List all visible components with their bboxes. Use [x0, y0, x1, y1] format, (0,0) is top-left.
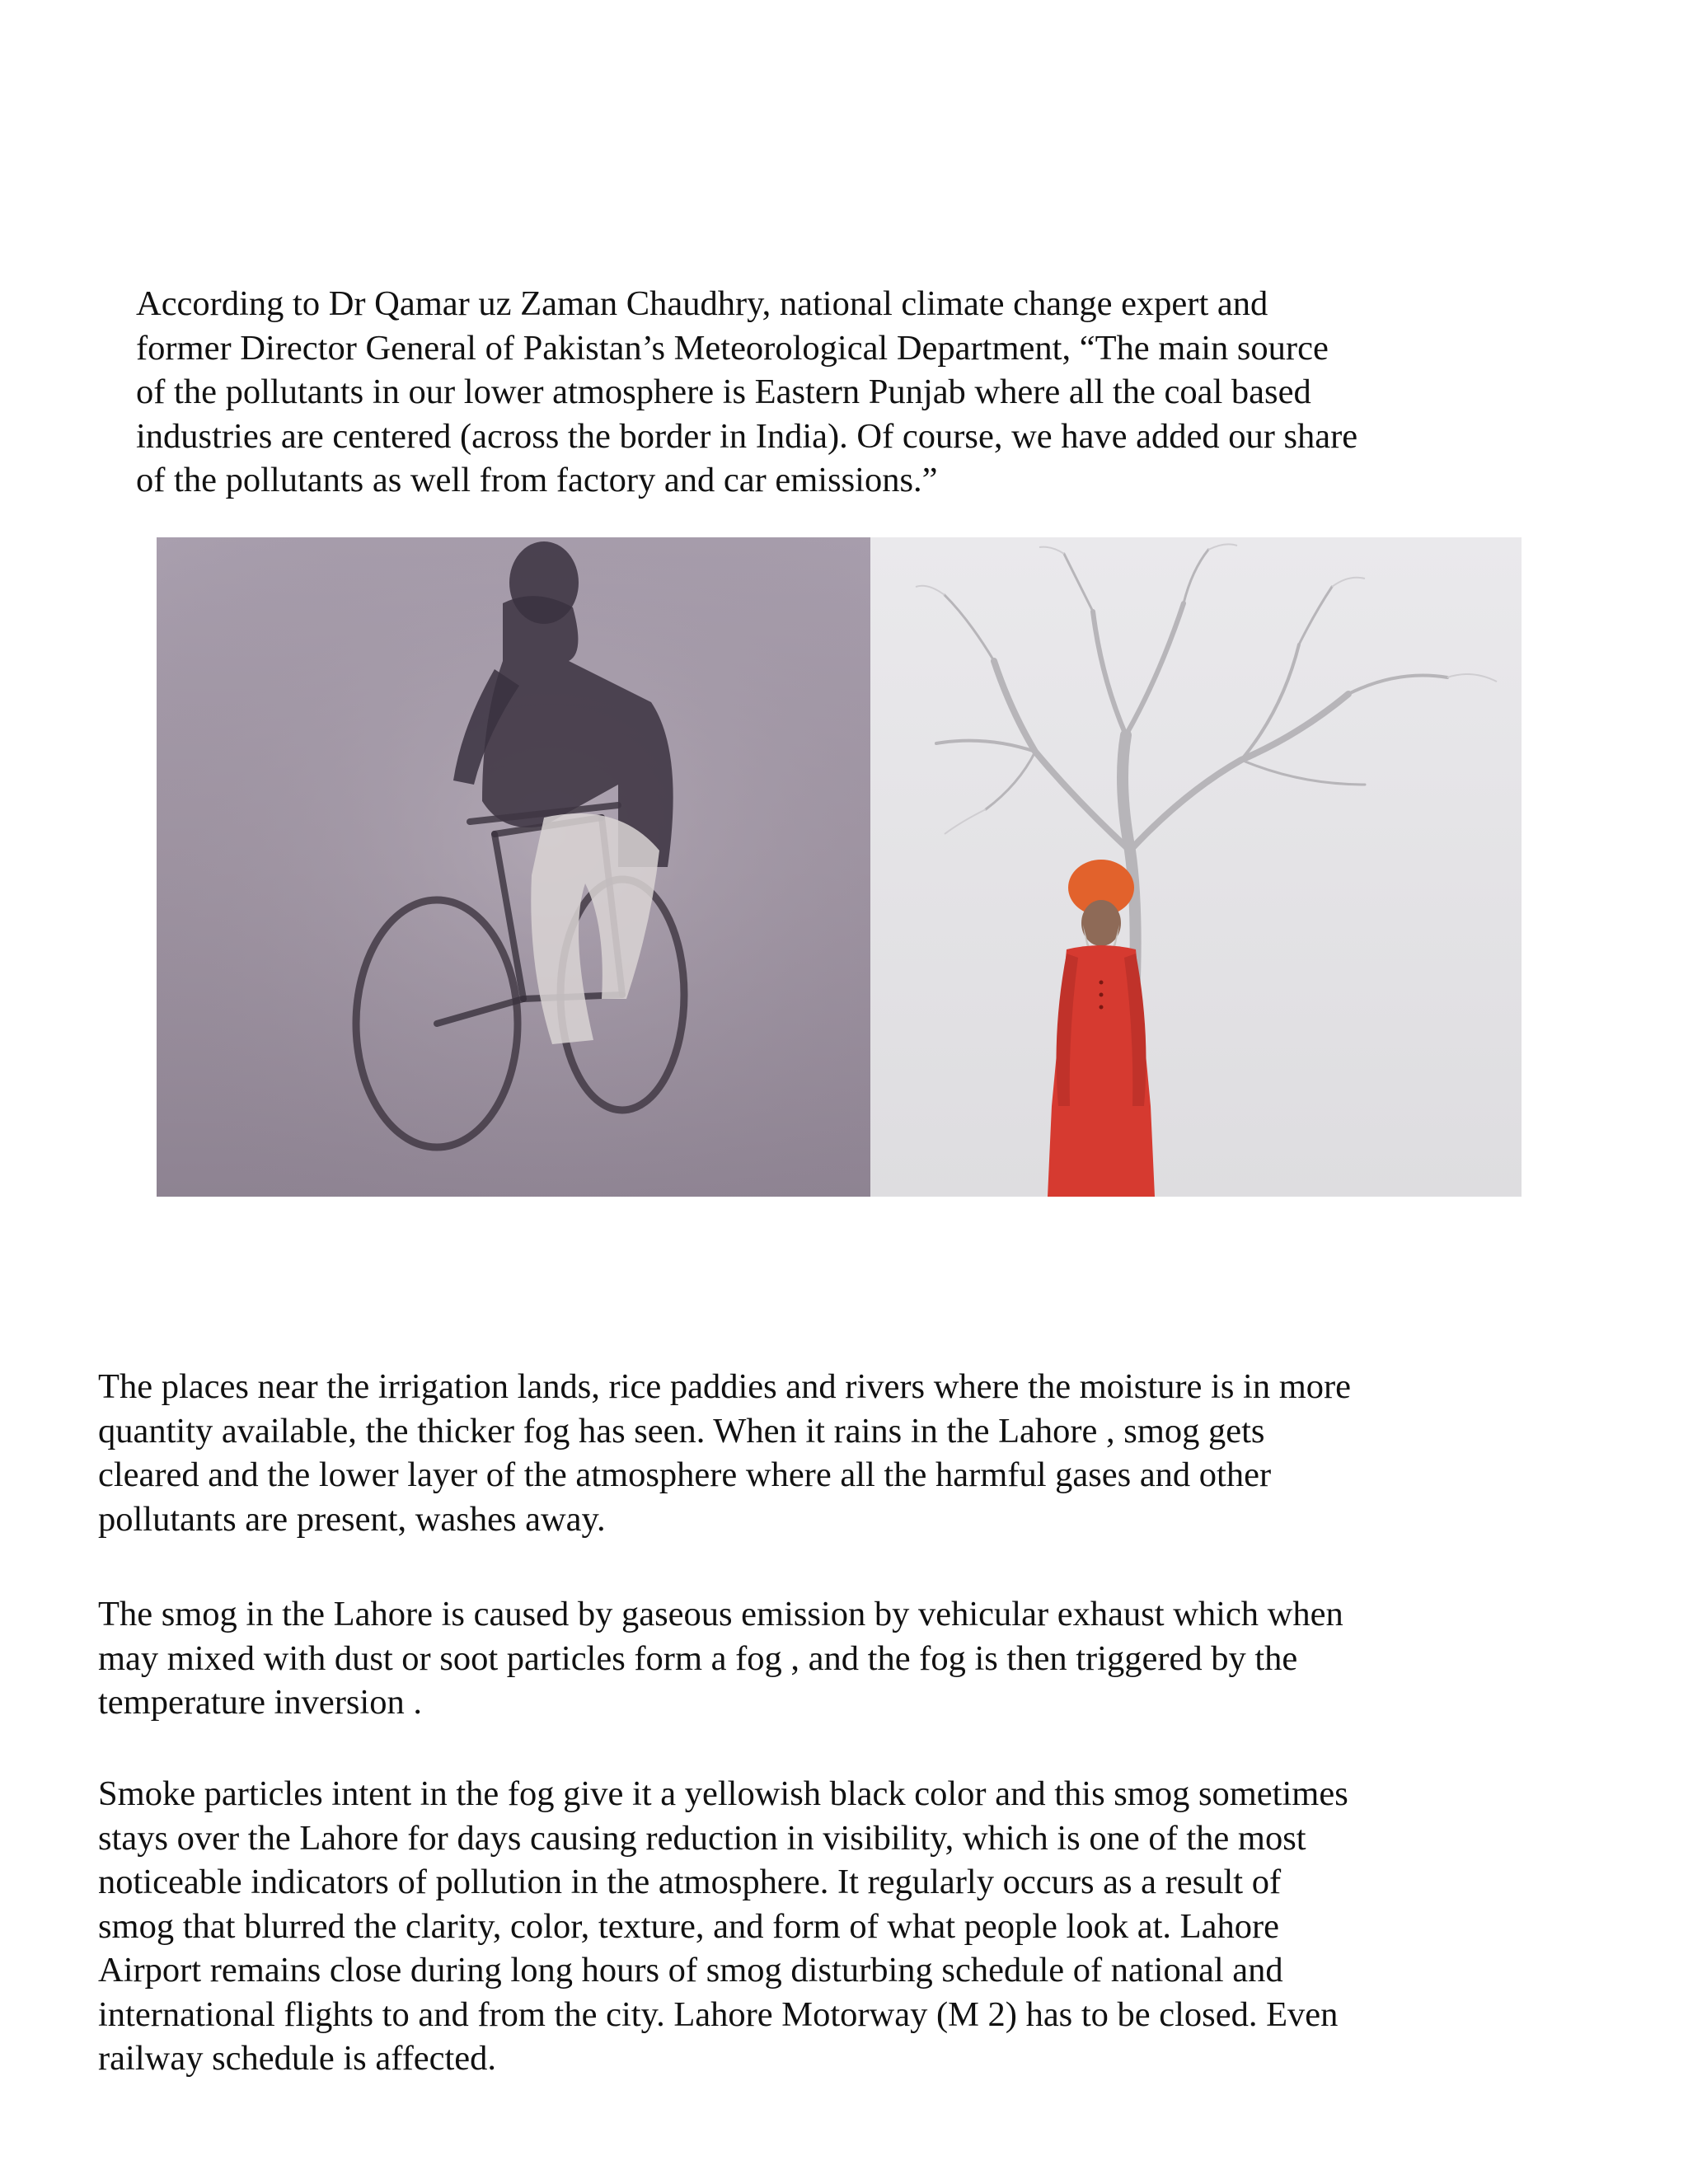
- paragraph-line: noticeable indicators of pollution in the atmosphere. It regularly occurs as a result of: [98, 1863, 1282, 1901]
- body-paragraph-1: [98, 1365, 1351, 1541]
- paragraph-line: stays over the Lahore for days causing reduction in visibility, which is one of the most: [98, 1818, 1306, 1858]
- paragraph-line: The smog in the Lahore is caused by gaseous emission by vehicular exhaust which when: [98, 1595, 1343, 1633]
- cyclist-in-fog-photo: [157, 537, 870, 1197]
- man-in-fog-photo: [870, 537, 1522, 1197]
- paragraph-line: temperature inversion .: [98, 1683, 422, 1722]
- paragraph-line: quantity available, the thicker fog has seen. When it rains in the Lahore , smog gets: [98, 1411, 1265, 1451]
- body-paragraph-2: [98, 1592, 1343, 1725]
- quote-line: of the pollutants in our lower atmosphere is Eastern Punjab where all the coal based: [136, 373, 1311, 411]
- quote-line: According to Dr Qamar uz Zaman Chaudhry, national climate change expert and: [136, 284, 1268, 323]
- paragraph-line: The places near the irrigation lands, rice paddies and rivers where the moisture is in more: [98, 1367, 1352, 1406]
- quote-line: of the pollutants as well from factory and car emissions.”: [136, 461, 938, 499]
- paragraph-line: international flights to and from the city. Lahore Motorway (M 2) has to be closed. Even: [98, 1994, 1339, 2034]
- paragraph-line: pollutants are present, washes away.: [98, 1499, 606, 1539]
- quote-line: former Director General of Pakistan’s Meteorological Department, “The main source: [136, 328, 1329, 368]
- paragraph-line: may mixed with dust or soot particles form a fog , and the fog is then triggered by the: [98, 1638, 1298, 1678]
- quote-paragraph: [136, 282, 1357, 503]
- paragraph-line: Airport remains close during long hours of smog disturbing schedule of national and: [98, 1951, 1283, 1990]
- paragraph-line: cleared and the lower layer of the atmosphere where all the harmful gases and other: [98, 1455, 1272, 1494]
- man-under-tree-illustration: [870, 537, 1522, 1197]
- cyclist-illustration: [157, 537, 870, 1197]
- paragraph-line: railway schedule is affected.: [98, 2039, 497, 2078]
- paragraph-line: Smoke particles intent in the fog give it a yellowish black color and this smog sometimes: [98, 1774, 1348, 1813]
- body-paragraph-3: [98, 1772, 1348, 2081]
- paragraph-line: smog that blurred the clarity, color, texture, and form of what people look at. Lahore: [98, 1906, 1279, 1946]
- quote-line: industries are centered (across the border in India). Of course, we have added our share: [136, 416, 1358, 456]
